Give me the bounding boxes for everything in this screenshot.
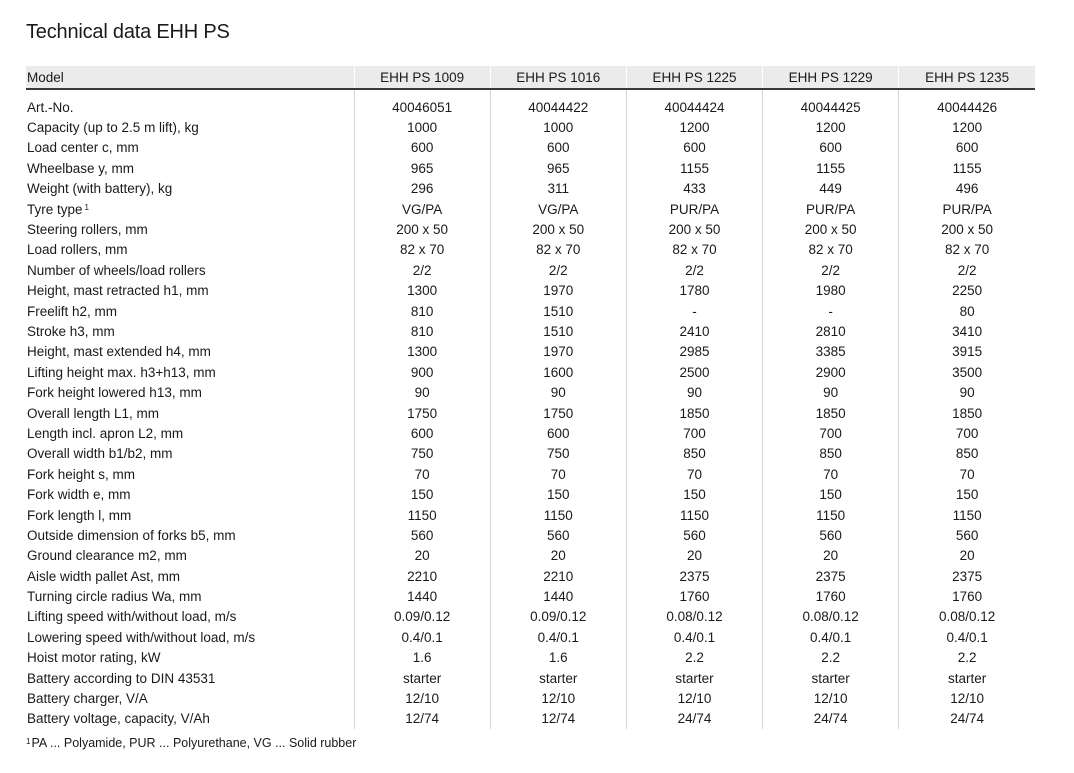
table-cell: 1760 [763, 586, 899, 606]
table-cell: 700 [763, 423, 899, 443]
table-cell: 2210 [354, 566, 490, 586]
table-cell: starter [626, 668, 762, 688]
table-cell: 560 [899, 525, 1035, 545]
table-cell: 600 [899, 138, 1035, 158]
row-label [26, 464, 354, 484]
table-cell: 850 [763, 444, 899, 464]
table-cell: 70 [899, 464, 1035, 484]
row-label [26, 342, 354, 362]
table-cell: 600 [763, 138, 899, 158]
table-body [26, 89, 1035, 729]
table-row [26, 179, 1035, 199]
row-label-text: Fork height s, mm [27, 466, 136, 482]
row-label [26, 281, 354, 301]
table-cell: 1600 [490, 362, 626, 382]
table-cell: 150 [490, 484, 626, 504]
table-cell: 0.08/0.12 [763, 607, 899, 627]
row-label-text: Load center c, mm [27, 140, 139, 156]
table-cell: 0.4/0.1 [490, 627, 626, 647]
table-cell: 20 [626, 546, 762, 566]
table-cell: 1850 [899, 403, 1035, 423]
footnote-text: PA ... Polyamide, PUR ... Polyurethane, VG ... Solid rubber [31, 736, 357, 750]
table-cell: 24/74 [763, 709, 899, 729]
table-row [26, 484, 1035, 504]
table-row [26, 464, 1035, 484]
table-row [26, 668, 1035, 688]
row-label [26, 525, 354, 545]
technical-data-table [26, 66, 1035, 729]
row-label [26, 607, 354, 627]
column-header: EHH PS 1016 [490, 66, 626, 89]
table-cell: 200 x 50 [626, 219, 762, 239]
table-cell: 82 x 70 [490, 240, 626, 260]
table-row [26, 240, 1035, 260]
table-row [26, 199, 1035, 219]
table-cell: 1850 [626, 403, 762, 423]
table-row [26, 158, 1035, 178]
table-row [26, 403, 1035, 423]
row-label-text: Load rollers, mm [27, 242, 128, 258]
row-label-text: Capacity (up to 2.5 m lift), kg [27, 120, 199, 136]
table-row [26, 138, 1035, 158]
table-cell: PUR/PA [899, 199, 1035, 219]
table-cell: 1200 [763, 117, 899, 137]
table-cell: 1760 [899, 586, 1035, 606]
row-label [26, 668, 354, 688]
table-row [26, 342, 1035, 362]
table-cell: 2/2 [763, 260, 899, 280]
table-cell: 12/10 [899, 688, 1035, 708]
table-cell: 449 [763, 179, 899, 199]
table-row [26, 382, 1035, 402]
table-cell: 2.2 [626, 648, 762, 668]
table-row [26, 709, 1035, 729]
table-cell: 20 [763, 546, 899, 566]
row-label-text: Outside dimension of forks b5, mm [27, 527, 236, 543]
table-cell: 2250 [899, 281, 1035, 301]
table-cell: 750 [490, 444, 626, 464]
table-cell: 200 x 50 [763, 219, 899, 239]
table-cell: 90 [490, 382, 626, 402]
row-label-text: Weight (with battery), kg [27, 181, 173, 197]
row-label [26, 586, 354, 606]
table-cell: 560 [490, 525, 626, 545]
table-cell: 24/74 [626, 709, 762, 729]
table-cell: 2985 [626, 342, 762, 362]
table-cell: PUR/PA [763, 199, 899, 219]
row-label-text: Fork length l, mm [27, 507, 132, 523]
table-cell: starter [354, 668, 490, 688]
table-cell: 1155 [899, 158, 1035, 178]
table-cell: 700 [899, 423, 1035, 443]
table-cell: 90 [763, 382, 899, 402]
table-cell: 90 [899, 382, 1035, 402]
footnote-reference: 1 [84, 202, 89, 212]
table-cell: VG/PA [490, 199, 626, 219]
table-cell: 3915 [899, 342, 1035, 362]
table-cell: 1510 [490, 321, 626, 341]
table-row [26, 586, 1035, 606]
row-label-text: Overall width b1/b2, mm [27, 446, 173, 462]
table-cell: 2500 [626, 362, 762, 382]
table-cell: 296 [354, 179, 490, 199]
row-label-text: Height, mast extended h4, mm [27, 344, 211, 360]
table-cell: 600 [354, 138, 490, 158]
column-header: EHH PS 1229 [763, 66, 899, 89]
table-cell: 12/10 [354, 688, 490, 708]
table-cell: 1300 [354, 342, 490, 362]
table-cell: 1510 [490, 301, 626, 321]
table-spacer-row [26, 89, 1035, 97]
table-cell: 810 [354, 321, 490, 341]
table-cell: 1980 [763, 281, 899, 301]
row-label-text: Tyre type [27, 201, 83, 217]
table-row [26, 627, 1035, 647]
table-cell: 1000 [490, 117, 626, 137]
table-cell: 40044422 [490, 97, 626, 117]
table-cell: 700 [626, 423, 762, 443]
table-row [26, 648, 1035, 668]
row-label [26, 709, 354, 729]
table-cell: PUR/PA [626, 199, 762, 219]
table-cell: 70 [490, 464, 626, 484]
table-row [26, 362, 1035, 382]
table-cell: VG/PA [354, 199, 490, 219]
table-cell: 150 [763, 484, 899, 504]
table-cell: 1150 [354, 505, 490, 525]
row-label-text: Lifting speed with/without load, m/s [27, 609, 237, 625]
row-label [26, 444, 354, 464]
table-row [26, 688, 1035, 708]
table-cell: 20 [354, 546, 490, 566]
table-cell: 90 [354, 382, 490, 402]
table-cell: 12/10 [763, 688, 899, 708]
table-cell: - [763, 301, 899, 321]
row-label-text: Battery according to DIN 43531 [27, 670, 216, 686]
table-row [26, 546, 1035, 566]
row-label-text: Overall length L1, mm [27, 405, 160, 421]
table-cell: 1150 [626, 505, 762, 525]
table-cell: 12/10 [490, 688, 626, 708]
row-label-text: Fork width e, mm [27, 487, 131, 503]
table-cell: 311 [490, 179, 626, 199]
table-cell: 24/74 [899, 709, 1035, 729]
table-cell: 0.4/0.1 [899, 627, 1035, 647]
table-header-row [26, 66, 1035, 89]
table-cell: 900 [354, 362, 490, 382]
table-row [26, 281, 1035, 301]
row-label [26, 484, 354, 504]
table-cell: 2.2 [899, 648, 1035, 668]
table-cell: 850 [626, 444, 762, 464]
row-label-text: Ground clearance m2, mm [27, 548, 187, 564]
table-cell: 90 [626, 382, 762, 402]
table-cell: 1440 [490, 586, 626, 606]
table-cell: 965 [490, 158, 626, 178]
table-row [26, 607, 1035, 627]
row-label-text: Lifting height max. h3+h13, mm [27, 364, 216, 380]
row-label-text: Hoist motor rating, kW [27, 650, 161, 666]
table-cell: 2/2 [626, 260, 762, 280]
table-cell: 2375 [626, 566, 762, 586]
row-label [26, 138, 354, 158]
table-cell: starter [899, 668, 1035, 688]
table-cell: 1200 [899, 117, 1035, 137]
table-row [26, 97, 1035, 117]
table-cell: 560 [626, 525, 762, 545]
table-cell: 2410 [626, 321, 762, 341]
table-cell: 1155 [626, 158, 762, 178]
table-cell: 3385 [763, 342, 899, 362]
table-cell: 40044426 [899, 97, 1035, 117]
row-label [26, 260, 354, 280]
table-cell: 40044424 [626, 97, 762, 117]
table-cell: 600 [490, 138, 626, 158]
row-label-text: Turning circle radius Wa, mm [27, 589, 202, 605]
table-row [26, 505, 1035, 525]
row-label [26, 219, 354, 239]
table-cell: 2/2 [490, 260, 626, 280]
table-cell: 560 [354, 525, 490, 545]
table-cell: 600 [626, 138, 762, 158]
table-cell: 2/2 [899, 260, 1035, 280]
row-label [26, 423, 354, 443]
table-cell: 850 [899, 444, 1035, 464]
table-cell: 0.08/0.12 [899, 607, 1035, 627]
table-cell: 12/10 [626, 688, 762, 708]
row-label [26, 505, 354, 525]
row-label-text: Length incl. apron L2, mm [27, 425, 184, 441]
footnote [26, 736, 356, 750]
table-cell: 80 [899, 301, 1035, 321]
table-cell: 3500 [899, 362, 1035, 382]
table-cell: starter [490, 668, 626, 688]
table-cell: 1750 [354, 403, 490, 423]
row-label [26, 627, 354, 647]
table-cell: 1780 [626, 281, 762, 301]
table-cell: 1155 [763, 158, 899, 178]
table-cell: 82 x 70 [626, 240, 762, 260]
table-cell: 200 x 50 [354, 219, 490, 239]
table-cell: 965 [354, 158, 490, 178]
table-cell: 2810 [763, 321, 899, 341]
row-label [26, 199, 354, 219]
row-label [26, 362, 354, 382]
table-row [26, 301, 1035, 321]
table-cell: 70 [763, 464, 899, 484]
row-label [26, 566, 354, 586]
table-row [26, 444, 1035, 464]
row-label-text: Aisle width pallet Ast, mm [27, 568, 181, 584]
table-cell: 1150 [763, 505, 899, 525]
table-cell: 200 x 50 [490, 219, 626, 239]
row-label-text: Art.-No. [27, 99, 74, 115]
table-cell: 600 [354, 423, 490, 443]
table-cell: 2375 [899, 566, 1035, 586]
table-cell: 560 [763, 525, 899, 545]
row-label [26, 403, 354, 423]
column-header: EHH PS 1225 [626, 66, 762, 89]
table-row [26, 321, 1035, 341]
table-cell: 2210 [490, 566, 626, 586]
table-cell: 82 x 70 [763, 240, 899, 260]
table-cell: 1200 [626, 117, 762, 137]
table-cell: 1000 [354, 117, 490, 137]
table-cell: 0.4/0.1 [626, 627, 762, 647]
row-label-text: Fork height lowered h13, mm [27, 385, 202, 401]
row-label [26, 382, 354, 402]
table-cell: 0.08/0.12 [626, 607, 762, 627]
table-cell: 496 [899, 179, 1035, 199]
table-cell: 1760 [626, 586, 762, 606]
table-cell: 1440 [354, 586, 490, 606]
table-cell: 2/2 [354, 260, 490, 280]
row-label [26, 688, 354, 708]
row-label-text: Stroke h3, mm [27, 323, 115, 339]
table-cell: 40046051 [354, 97, 490, 117]
table-cell: 810 [354, 301, 490, 321]
table-cell: 1850 [763, 403, 899, 423]
table-cell: - [626, 301, 762, 321]
table-cell: 0.4/0.1 [354, 627, 490, 647]
table-row [26, 219, 1035, 239]
table-cell: 2.2 [763, 648, 899, 668]
table-cell: 150 [626, 484, 762, 504]
row-label [26, 158, 354, 178]
table-cell: 2900 [763, 362, 899, 382]
row-label [26, 648, 354, 668]
row-label [26, 240, 354, 260]
table-cell: 82 x 70 [354, 240, 490, 260]
page-title: Technical data EHH PS [26, 21, 230, 43]
table-cell: 0.4/0.1 [763, 627, 899, 647]
table-row [26, 117, 1035, 137]
row-label-text: Battery voltage, capacity, V/Ah [27, 711, 210, 727]
row-label [26, 179, 354, 199]
table-cell: 70 [626, 464, 762, 484]
footnote-mark: 1 [26, 737, 31, 746]
table-cell: 0.09/0.12 [354, 607, 490, 627]
table-cell: 1970 [490, 281, 626, 301]
row-label [26, 301, 354, 321]
row-label-text: Height, mast retracted h1, mm [27, 283, 209, 299]
table-cell: 70 [354, 464, 490, 484]
column-header: EHH PS 1235 [899, 66, 1035, 89]
table-cell: 200 x 50 [899, 219, 1035, 239]
row-label-text: Wheelbase y, mm [27, 160, 135, 176]
row-label [26, 321, 354, 341]
row-label-text: Steering rollers, mm [27, 222, 148, 238]
table-cell: 1150 [490, 505, 626, 525]
table-cell: 600 [490, 423, 626, 443]
table-row [26, 423, 1035, 443]
table-cell: starter [763, 668, 899, 688]
table-cell: 1970 [490, 342, 626, 362]
table-cell: 1750 [490, 403, 626, 423]
table-cell: 12/74 [490, 709, 626, 729]
table-cell: 82 x 70 [899, 240, 1035, 260]
table-row [26, 260, 1035, 280]
row-label-text: Lowering speed with/without load, m/s [27, 629, 256, 645]
table-cell: 1150 [899, 505, 1035, 525]
table-cell: 150 [354, 484, 490, 504]
table-cell: 433 [626, 179, 762, 199]
table-cell: 1.6 [354, 648, 490, 668]
table-row [26, 566, 1035, 586]
table-cell: 20 [899, 546, 1035, 566]
row-label-text: Number of wheels/load rollers [27, 262, 206, 278]
table-cell: 12/74 [354, 709, 490, 729]
table-cell: 1300 [354, 281, 490, 301]
table-cell: 2375 [763, 566, 899, 586]
column-header: EHH PS 1009 [354, 66, 490, 89]
table-cell: 40044425 [763, 97, 899, 117]
table-cell: 1.6 [490, 648, 626, 668]
row-label-text: Freelift h2, mm [27, 303, 118, 319]
column-header-model: Model [26, 66, 354, 89]
table-cell: 20 [490, 546, 626, 566]
table-cell: 750 [354, 444, 490, 464]
row-label [26, 546, 354, 566]
table-cell: 150 [899, 484, 1035, 504]
row-label-text: Battery charger, V/A [27, 691, 148, 707]
table-cell: 0.09/0.12 [490, 607, 626, 627]
table-cell: 3410 [899, 321, 1035, 341]
table-row [26, 525, 1035, 545]
row-label [26, 97, 354, 117]
row-label [26, 117, 354, 137]
